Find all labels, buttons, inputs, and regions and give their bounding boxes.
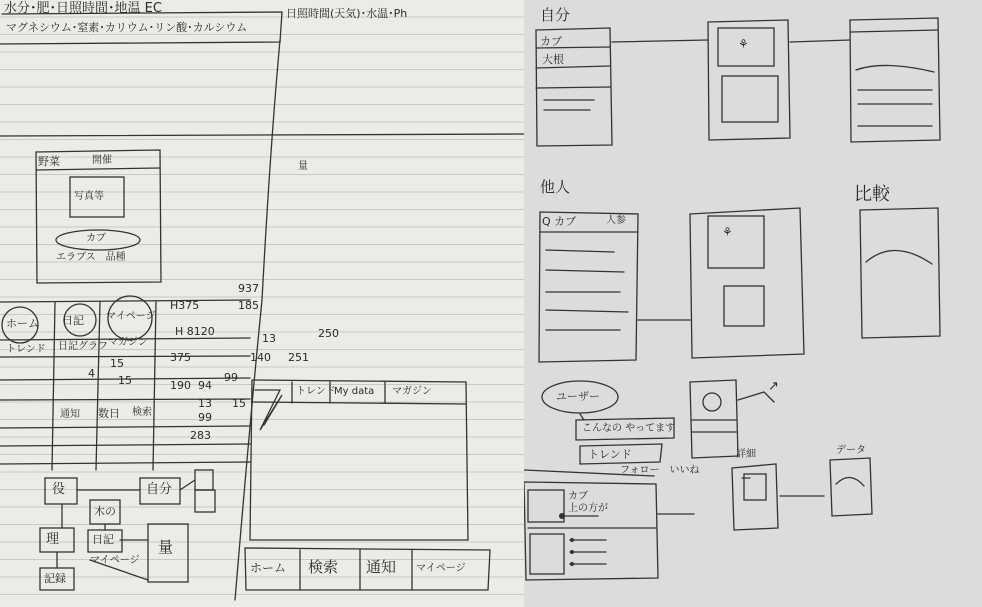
sprout-icon: ⚘ [722, 225, 733, 239]
bottom-tab-home: ホーム [250, 561, 287, 575]
tree-node-b: 自分 [146, 482, 173, 497]
trend-label: トレンド [588, 448, 632, 461]
tree-top: 役 [52, 482, 66, 497]
tree-node-e: 理 [46, 532, 60, 547]
number: 283 [190, 429, 211, 442]
sprout-icon: ⚘ [738, 37, 749, 51]
card-sub: 上の方が [568, 503, 608, 514]
detail-label: 詳細 [736, 449, 756, 460]
tab-mydata: My data [334, 386, 375, 397]
number: 140 [250, 351, 271, 364]
header-line-2: マグネシウム･窒素･カリウム･リン酸･カルシウム [6, 21, 248, 34]
user-label: ユーザー [556, 390, 600, 403]
center-label: 量 [298, 161, 308, 172]
number: 4 [88, 367, 95, 380]
bottom-tab-mypage: マイページ [416, 563, 466, 574]
tab-magazine: マガジン [392, 386, 432, 397]
number: 94 [198, 379, 212, 392]
number: 99 [198, 411, 212, 424]
label-jibun: 自分 [540, 6, 571, 24]
label-yasai: 野菜 [38, 155, 60, 168]
tree-node-f: マイページ [90, 555, 140, 566]
profile-line: こんなの やってます [582, 423, 676, 434]
list-item: カブ [540, 35, 562, 48]
label-kaisai: 開催 [92, 155, 112, 166]
grid-kensaku: 検索 [132, 407, 152, 418]
card-label: カブ [568, 491, 588, 502]
grid-home: ホーム [6, 317, 39, 330]
follow-label: フォロー いいね [620, 465, 700, 476]
list-item: 大根 [542, 53, 564, 66]
grid-tsuchi: 通知 [60, 409, 80, 420]
tree-node-a: 木の [94, 505, 116, 518]
grid-mypage: マイページ [106, 311, 156, 322]
right-sketch-lines [524, 0, 982, 607]
number: 15 [118, 374, 132, 387]
number: 251 [288, 351, 309, 364]
kabu-label: カブ [86, 233, 106, 244]
label-kanso: 比較 [854, 184, 890, 205]
search-tag: 人参 [606, 215, 626, 226]
grid-trend: トレンド [6, 344, 46, 355]
tree-node-g: 記録 [44, 572, 66, 585]
under-labels: エラブス 品種 [56, 252, 126, 263]
photo-label: 写真等 [74, 191, 104, 202]
number: 937 [238, 282, 259, 295]
number: 190 [170, 379, 191, 392]
header-line-1: 水分･肥･日照時間･地温 EC [4, 1, 162, 16]
number: 13 [198, 397, 212, 410]
label-tanin: 他人 [540, 178, 571, 196]
number: 375 [170, 351, 191, 364]
header-line-3: 日照時間(天気)･水温･Ph [286, 7, 408, 20]
number: 185 [238, 299, 259, 312]
grid-fukei: 数日 [98, 407, 120, 420]
tree-node-d: 量 [158, 538, 174, 556]
arrow-right-icon: ↗ [768, 379, 779, 394]
tab-trend: トレンド [296, 386, 336, 397]
data-label: データ [836, 445, 866, 456]
right-sketch-page [524, 0, 982, 607]
number: 250 [318, 327, 339, 340]
number: 13 [262, 332, 276, 345]
grid-magazine: マガジン [108, 337, 148, 348]
search-label: Q カブ [542, 215, 577, 228]
number: 15 [232, 397, 246, 410]
bottom-tab-search: 検索 [308, 558, 339, 576]
grid-kiroku: 日記グラフ [58, 341, 108, 352]
number: 15 [110, 357, 124, 370]
number: 99 [224, 371, 238, 384]
tree-node-c: 日記 [92, 533, 114, 546]
bottom-tab-notify: 通知 [366, 558, 397, 576]
number: H 8120 [175, 325, 215, 338]
number: H375 [170, 299, 200, 312]
grid-nikki: 日記 [62, 314, 84, 327]
